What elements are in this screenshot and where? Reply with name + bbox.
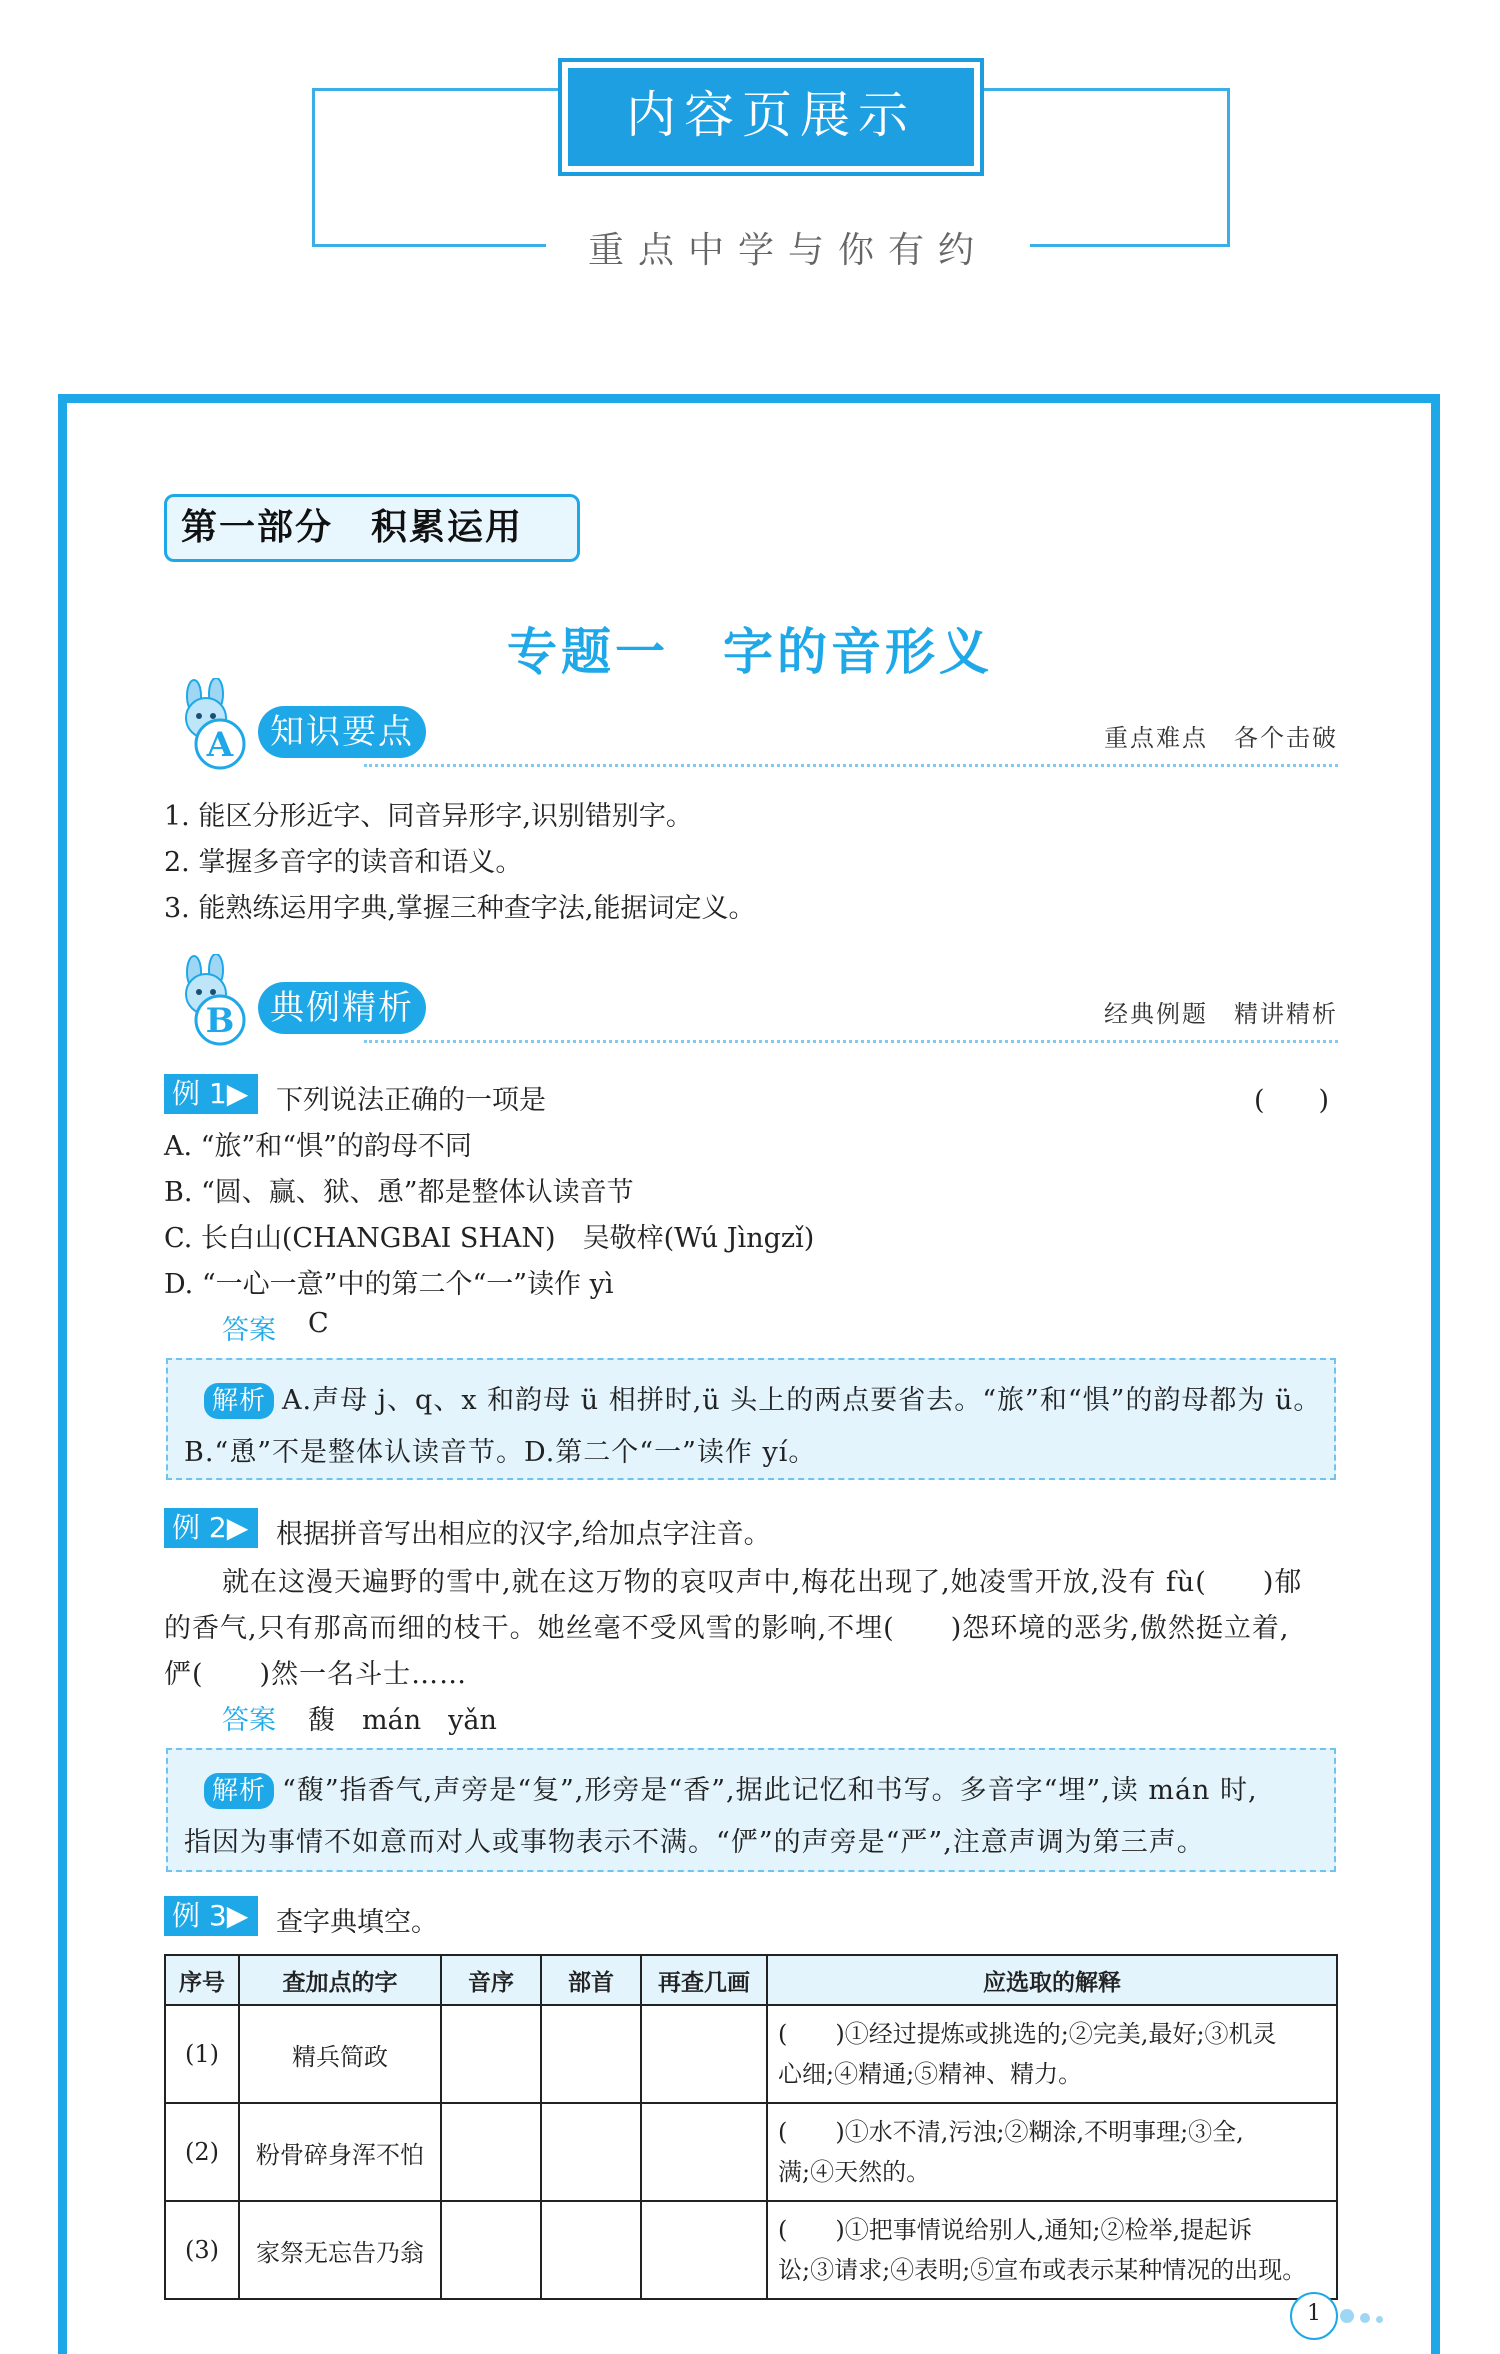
table-header: 再查几画 xyxy=(641,1955,767,2005)
yinxu-blank[interactable] xyxy=(441,2201,541,2299)
topic-title: 专题一 字的音形义 xyxy=(507,623,993,681)
yinxu-blank[interactable] xyxy=(441,2005,541,2103)
part-b-heading xyxy=(164,954,1338,1050)
example-2-analysis-line-1 xyxy=(204,1768,1258,1809)
rabbit-mascot-icon xyxy=(164,954,260,1050)
example-2-tag: 例 2▶ xyxy=(164,1508,258,1548)
svg-text:B: B xyxy=(205,1001,235,1041)
example-1-analysis-line-2: B.“恿”不是整体认读音节。D.第二个“一”读作 yí。 xyxy=(184,1437,817,1468)
analysis-text: “馥”指香气,声旁是“复”,形旁是“香”,据此记忆和书写。多音字“埋”,读 mán 时, xyxy=(282,1775,1258,1806)
row-number: (1) xyxy=(165,2005,239,2103)
knowledge-item-1: 1. 能区分形近字、同音异形字,识别错别字。 xyxy=(164,801,693,832)
row-explanation xyxy=(767,2005,1337,2103)
banner-frame-bottom-right xyxy=(1030,244,1230,247)
analysis-tag: 解析 xyxy=(204,1383,274,1419)
row-number: (2) xyxy=(165,2103,239,2201)
example-1-answer: C xyxy=(308,1308,329,1339)
page-number: 1 xyxy=(1290,2292,1338,2340)
explanation-line: 心细;④精通;⑤精神、精力。 xyxy=(778,2060,1083,2088)
example-2-analysis xyxy=(166,1748,1336,1872)
dictionary-table xyxy=(164,1954,1338,2300)
part-a-divider xyxy=(364,764,1338,767)
example-1-analysis-line-1 xyxy=(204,1378,1321,1419)
example-3-question: 查字典填空。 xyxy=(276,1907,438,1938)
table-header: 序号 xyxy=(165,1955,239,2005)
example-1-analysis xyxy=(166,1358,1336,1480)
example-1-question: 下列说法正确的一项是 xyxy=(276,1085,546,1116)
row-word: 粉骨碎身浑不怕 xyxy=(239,2103,441,2201)
example-2-question: 根据拼音写出相应的汉字,给加点字注音。 xyxy=(276,1519,771,1550)
example-2-passage-line-1: 就在这漫天遍野的雪中,就在这万物的哀叹声中,梅花出现了,她凌雪开放,没有 fù( )郁 xyxy=(222,1567,1303,1598)
part-a-label: 知识要点 xyxy=(258,706,426,758)
bushou-blank[interactable] xyxy=(541,2005,641,2103)
example-2-answer: 馥 mán yǎn xyxy=(308,1705,497,1736)
bushou-blank[interactable] xyxy=(541,2103,641,2201)
svg-text:A: A xyxy=(206,725,234,765)
table-header: 查加点的字 xyxy=(239,1955,441,2005)
table-header-row xyxy=(165,1955,1337,2005)
section-tag: 第一部分 积累运用 xyxy=(164,494,580,562)
example-2-passage-line-3: 俨( )然一名斗士…… xyxy=(164,1659,468,1690)
example-2-answer-label: 答案 xyxy=(222,1705,276,1736)
strokes-blank[interactable] xyxy=(641,2201,767,2299)
example-2-analysis-line-2: 指因为事情不如意而对人或事物表示不满。“俨”的声旁是“严”,注意声调为第三声。 xyxy=(184,1827,1205,1858)
banner-frame-bottom-left xyxy=(312,244,546,247)
example-3-tag: 例 3▶ xyxy=(164,1896,258,1936)
banner-frame-left xyxy=(312,88,315,247)
part-b-label: 典例精析 xyxy=(258,982,426,1034)
table-header: 部首 xyxy=(541,1955,641,2005)
banner-title: 内容页展示 xyxy=(568,68,974,166)
row-explanation xyxy=(767,2103,1337,2201)
example-1-tag: 例 1▶ xyxy=(164,1074,258,1114)
page-dots-decoration xyxy=(1340,2308,1389,2327)
table-header: 音序 xyxy=(441,1955,541,2005)
row-word: 家祭无忘告乃翁 xyxy=(239,2201,441,2299)
explanation-line: ( )①水不清,污浊;②糊涂,不明事理;③全, xyxy=(778,2118,1244,2146)
explanation-line: 讼;③请求;④表明;⑤宣布或表示某种情况的出现。 xyxy=(778,2256,1307,2284)
banner-subtitle: 重点中学与你有约 xyxy=(546,222,1030,273)
knowledge-item-3: 3. 能熟练运用字典,掌握三种查字法,能据词定义。 xyxy=(164,893,756,924)
table-row xyxy=(165,2201,1337,2299)
part-b-divider xyxy=(364,1040,1338,1043)
part-a-right-note: 重点难点 各个击破 xyxy=(1104,724,1338,752)
example-2-passage-line-2: 的香气,只有那高而细的枝干。她丝毫不受风雪的影响,不埋( )怨环境的恶劣,傲然挺立着, xyxy=(164,1613,1290,1644)
knowledge-item-2: 2. 掌握多音字的读音和语义。 xyxy=(164,847,523,878)
explanation-line: ( )①经过提炼或挑选的;②完美,最好;③机灵 xyxy=(778,2020,1277,2048)
bushou-blank[interactable] xyxy=(541,2201,641,2299)
example-1-option-a: A. “旅”和“惧”的韵母不同 xyxy=(164,1131,472,1162)
table-row xyxy=(165,2005,1337,2103)
part-a-heading xyxy=(164,678,1338,774)
row-explanation xyxy=(767,2201,1337,2299)
row-number: (3) xyxy=(165,2201,239,2299)
yinxu-blank[interactable] xyxy=(441,2103,541,2201)
banner-title-box xyxy=(558,58,984,176)
table-header: 应选取的解释 xyxy=(767,1955,1337,2005)
strokes-blank[interactable] xyxy=(641,2005,767,2103)
example-1-answer-blank: ( ) xyxy=(1254,1085,1330,1116)
example-1-option-d: D. “一心一意”中的第二个“一”读作 yì xyxy=(164,1269,614,1300)
table-row xyxy=(165,2103,1337,2201)
example-1-option-c: C. 长白山(CHANGBAI SHAN) 吴敬梓(Wú Jìngzǐ) xyxy=(164,1223,815,1254)
explanation-line: 满;④天然的。 xyxy=(778,2158,931,2186)
analysis-tag: 解析 xyxy=(204,1773,274,1809)
example-1-option-b: B. “圆、赢、狱、恿”都是整体认读音节 xyxy=(164,1177,634,1208)
row-word: 精兵简政 xyxy=(239,2005,441,2103)
banner-frame-right xyxy=(1227,88,1230,247)
part-b-right-note: 经典例题 精讲精析 xyxy=(1104,1000,1338,1028)
explanation-line: ( )①把事情说给别人,通知;②检举,提起诉 xyxy=(778,2216,1253,2244)
strokes-blank[interactable] xyxy=(641,2103,767,2201)
analysis-text: A.声母 j、q、x 和韵母 ü 相拼时,ü 头上的两点要省去。“旅”和“惧”的韵母都为 ü。 xyxy=(282,1385,1322,1416)
example-1-answer-label: 答案 xyxy=(222,1315,276,1346)
rabbit-mascot-icon xyxy=(164,678,260,774)
